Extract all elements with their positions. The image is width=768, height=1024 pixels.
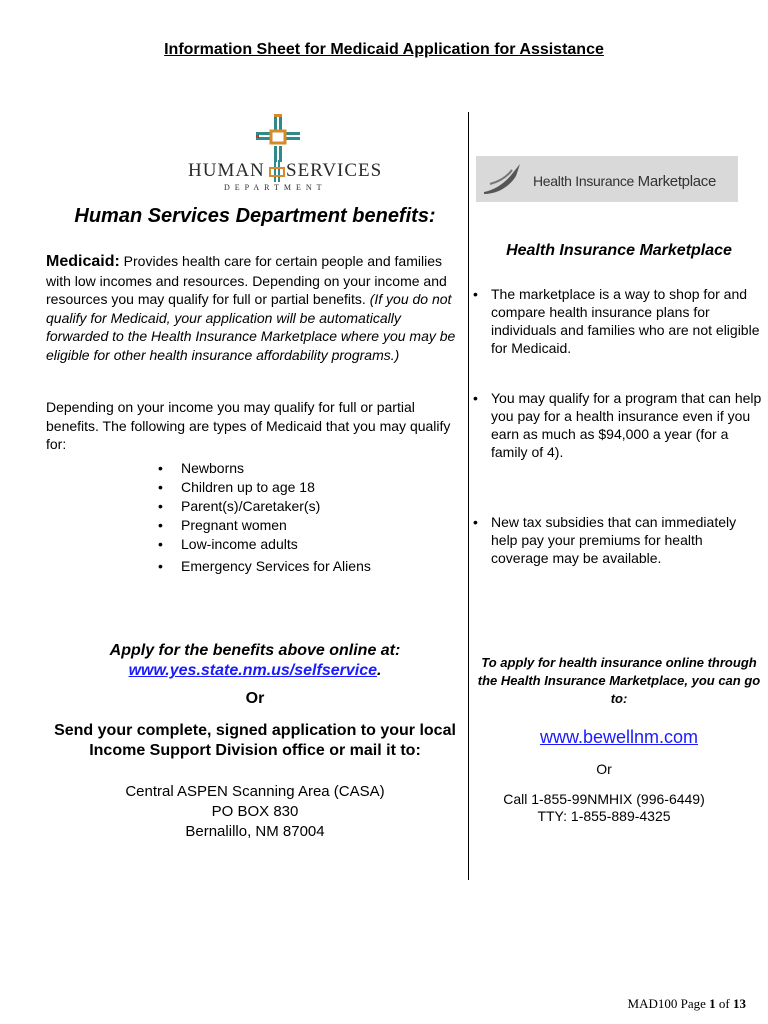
or-separator-left: Or: [245, 690, 265, 707]
medicaid-types-list: [158, 459, 371, 576]
list-item: • Pregnant women: [158, 516, 371, 535]
list-item: • Parent(s)/Caretaker(s): [158, 497, 371, 516]
list-item: • Children up to age 18: [158, 478, 371, 497]
medicaid-description: [46, 252, 458, 364]
medicaid-label: Medicaid:: [46, 253, 120, 270]
bullet-text: You may qualify for a program that can help you pay for a health insurance even if you earn as much as $94,000 a year (for a family of 4).: [491, 390, 762, 460]
zia-sun-icon: [254, 112, 302, 164]
selfservice-link[interactable]: www.yes.state.nm.us/selfservice: [128, 662, 377, 679]
marketplace-logo: [476, 156, 738, 202]
list-item: • Low-income adults: [158, 535, 371, 554]
bullet-icon: •: [473, 390, 478, 406]
marketplace-logo-word2: Marketplace: [637, 173, 717, 190]
apply-online-heading: Apply for the benefits above online at:: [109, 642, 401, 659]
page-footer: [628, 996, 746, 1012]
marketplace-logo-word1: Health Insurance: [533, 173, 638, 189]
contact-phone: [470, 791, 738, 825]
medicaid-types-intro: Depending on your income you may qualify for full or partial benefits. The following are types of Medicaid that you may qualify for:: [46, 399, 451, 452]
list-item: [473, 513, 763, 567]
marketplace-apply-text: To apply for health insurance online through the Health Insurance Marketplace, you can go to:: [477, 655, 761, 706]
list-item: [473, 285, 763, 357]
logo-emblem-icon: [268, 160, 286, 184]
bullet-icon: •: [473, 514, 478, 530]
hsd-logo-word-services: SERVICES: [286, 160, 383, 181]
marketplace-heading: Health Insurance Marketplace: [506, 242, 732, 259]
swoosh-icon: [480, 160, 532, 198]
address-line: PO BOX 830: [211, 803, 299, 820]
list-item: • Newborns: [158, 459, 371, 478]
bullet-text: New tax subsidies that can immediately help pay your premiums for health coverage may be available.: [491, 514, 737, 566]
footer-of: of: [715, 996, 733, 1011]
page-title: Information Sheet for Medicaid Application for Assistance: [164, 41, 604, 58]
mailing-address: [40, 782, 470, 842]
hsd-logo-subtitle: DEPARTMENT: [224, 183, 327, 192]
bewellnm-link[interactable]: www.bewellnm.com: [539, 727, 699, 747]
hsd-benefits-heading: Human Services Department benefits:: [74, 205, 436, 227]
hsd-logo-word-human: HUMAN: [188, 160, 265, 181]
address-line: Central ASPEN Scanning Area (CASA): [125, 783, 385, 800]
call-number: Call 1-855-99NMHIX (996-6449): [503, 791, 705, 807]
list-item: [473, 389, 763, 461]
page-number: 1: [709, 996, 716, 1011]
apply-online-block: [40, 641, 470, 681]
bewellnm-link-wrap: [470, 727, 768, 748]
bullet-text: The marketplace is a way to shop for and compare health insurance plans for individuals and families who are not eligible for Medicaid.: [491, 286, 760, 356]
form-id: MAD100 Page: [627, 996, 710, 1011]
page-total: 13: [733, 996, 746, 1011]
address-line: Bernalillo, NM 87004: [185, 823, 325, 840]
link-period: .: [376, 662, 382, 679]
mail-instructions: Send your complete, signed application to your local Income Support Division office or mail it to:: [54, 722, 456, 759]
tty-number: TTY: 1-855-889-4325: [537, 808, 671, 824]
medicaid-note: (If you do not qualify for Medicaid, your application will be automatically forwarded to the Health Insurance Marketplace where you may be eligible for other health insurance affordability programs.): [46, 291, 456, 363]
medicaid-text: Provides health care for certain people and families with low incomes and resources. Depending on your income and resources you may qualify for full or partial benefits.: [46, 253, 447, 307]
marketplace-logo-text: [533, 173, 716, 190]
hsd-logo: [188, 112, 383, 194]
bullet-icon: •: [473, 286, 478, 302]
or-separator-right: Or: [596, 761, 612, 777]
list-item: • Emergency Services for Aliens: [158, 557, 371, 576]
